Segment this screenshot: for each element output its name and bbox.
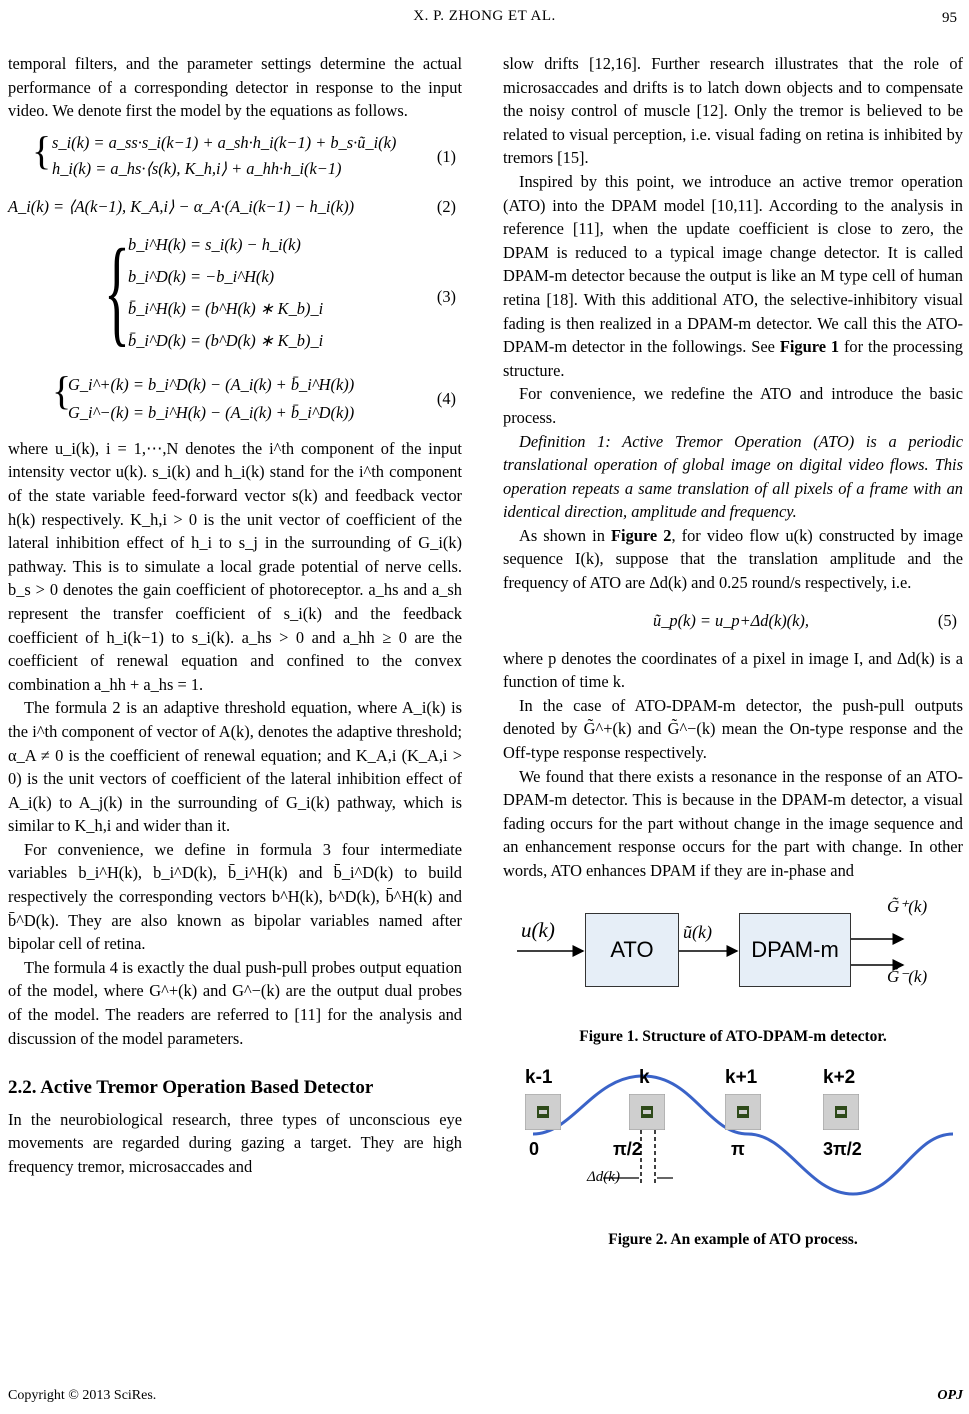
paragraph (503, 170, 963, 382)
axis-label: 3π/2 (823, 1139, 862, 1160)
frame-thumbnail (525, 1094, 561, 1130)
axis-label: π/2 (613, 1139, 642, 1160)
equation-number: (3) (436, 286, 456, 306)
section-heading: 2.2. Active Tremor Operation Based Detector (8, 1077, 374, 1099)
equation-line: G_i^+(k) = b_i^D(k) − (A_i(k) + b̄_i^H(k)) (68, 374, 355, 394)
paragraph: where u_i(k), i = 1,⋯,N denotes the i^th component of the input intensity vector u(k). s_i(k) and h_i(k) stand for the i^th component of the state variable feed-forward vector s(k) and feedback vector h(k) respectively. K_h,i > 0 is the unit vector of coefficient of the lateral inhibition effect of h_i to s_j in the surrounding of G_i(k) pathway. This is to simulate a local grade potential of nerve cells. b_s > 0 denotes the gain coefficient of photoreceptor. a_hs and a_sh represent the transfer coefficient of s_i(k) and the feedback coefficient of h_i(k−1) to s_i(k). a_hs > 0 and a_hh ≥ 0 are the coefficient of renewal equation and confined to the convex combination a_hh + a_hs = 1. (8, 438, 462, 694)
equation-line: s_i(k) = a_ss·s_i(k−1) + a_sh·h_i(k−1) + b_s·ũ_i(k) (52, 132, 397, 152)
paragraph: For convenience, we redefine the ATO and introduce the basic process. (503, 384, 963, 427)
right-column (503, 52, 963, 1252)
equation-line: A_i(k) = ⟨A(k−1), K_A,i⟩ − α_A·(A_i(k−1) − h_i(k)) (8, 196, 355, 216)
paragraph: The formula 4 is exactly the dual push-pull probes output equation of the model, where G^+(k) and G^−(k) are the output dual probes of the model. The readers are referred to [11] for the analysis and discussion of the model parameters. (8, 957, 462, 1048)
intermediate-label: ũ(k) (683, 921, 712, 942)
frame-thumbnail (823, 1094, 859, 1130)
frame-label: k+2 (823, 1067, 856, 1089)
paragraph: slow drifts [12,16]. Further research illustrates that the role of microsaccades and drifts is to latch down objects and to compensate the noisy control of muscle [12]. Only the tremor is believed to be related to visual perception, i.e. visual fading on retina is inhibited by tremors [15]. (503, 54, 963, 168)
axis-label: π (731, 1139, 745, 1160)
figure-2 (503, 1066, 963, 1226)
equation-line: h_i(k) = a_hs·⟨s(k), K_h,i⟩ + a_hh·h_i(k−1) (52, 158, 342, 178)
paragraph: In the neurobiological research, three types of unconscious eye movements are regarded during gazing a target. They are high frequency tremor, microsaccades and (8, 1109, 462, 1176)
equation-2 (8, 193, 462, 223)
equation-number: (2) (436, 196, 456, 216)
page-footer (8, 1388, 963, 1404)
equation-line: b̄_i^H(k) = (b^H(k) ∗ K_b)_i (128, 298, 324, 318)
paragraph: In the case of ATO-DPAM-m detector, the push-pull outputs denoted by G̃^+(k) and G̃^−(k) mean the On-type response and the Off-type response respectively. (503, 695, 963, 763)
figure-1-caption: Figure 1. Structure of ATO-DPAM-m detector. (579, 1027, 887, 1045)
equation-4 (8, 367, 462, 431)
frame-thumbnail (725, 1094, 761, 1130)
paragraph: The formula 2 is an adaptive threshold equation, where A_i(k) is the i^th component of vector of A(k), denotes the adaptive threshold; α_A ≠ 0 is the coefficient of renewal equation; and K_A,i (K_A,i > 0) is the unit vectors of coefficient of the lateral inhibition effect of A_i(k) to A_j(k) in the surrounding of G_i(k) pathway, which is similar to K_h,i and wider than it. (8, 698, 462, 836)
copyright: Copyright © 2013 SciRes. (8, 1388, 157, 1403)
paragraph: For convenience, we define in formula 3 four intermediate variables b_i^H(k), b_i^D(k), b̄_i^H(k) and b̄_i^D(k) to build respectively the corresponding vectors b^H(k), b^D(k), b̄^H(k) and b̄^D(k). They are also known as bipolar variables named after bipolar cell of retina. (8, 839, 462, 954)
equation-line: b̄_i^D(k) = (b^D(k) ∗ K_b)_i (128, 330, 324, 350)
equation-5 (503, 601, 963, 641)
paragraph-text: for the processing structure. (503, 337, 963, 380)
frame-thumbnail (629, 1094, 665, 1130)
left-column (8, 52, 462, 1179)
figure-2-caption: Figure 2. An example of ATO process. (608, 1231, 858, 1249)
frame-label: k (639, 1067, 650, 1089)
equation-number: (5) (937, 610, 957, 630)
brace: { (52, 367, 72, 413)
equation-number: (4) (436, 388, 456, 408)
equation-line: ũ_p(k) = u_p+Δd(k)(k), (653, 610, 809, 630)
brace: { (104, 223, 130, 357)
equation-3 (8, 223, 462, 365)
paragraph: where p denotes the coordinates of a pixel in image I, and Δd(k) is a function of time k. (503, 648, 963, 692)
figure-reference: Figure 1 (779, 337, 840, 357)
figure-1 (503, 893, 963, 1013)
output-minus-label: G̃⁻(k) (887, 966, 928, 986)
definition: Definition 1: Active Tremor Operation (ATO) is a periodic translational operation of global image on digital video flows. This operation repeats a same translation of all pixels of a frame with an identical direction, amplitude and frequency. (503, 431, 963, 522)
equation-line: b_i^D(k) = −b_i^H(k) (128, 266, 275, 286)
frame-label: k-1 (525, 1067, 553, 1089)
page-number: 95 (942, 10, 957, 26)
paragraph-text: As shown in (519, 525, 605, 545)
figure-reference: Figure 2 (611, 525, 672, 545)
delta-label: Δd(k) (587, 1169, 620, 1186)
running-header (0, 8, 969, 34)
journal-abbrev: OPJ (937, 1388, 963, 1403)
header-title: X. P. ZHONG ET AL. (413, 8, 556, 24)
paragraph-text: Inspired by this point, we introduce an active tremor operation (ATO) into the DPAM model [10,11]. According to the analysis in reference [11], when the update coefficient is close to zero, the DPAM is reduced to a typical image change detector. It is called DPAM-m detector because the output is like an M type cell of human retina [18]. With this additional ATO, the selective-inhibitory visual fading is then realized in a DPAM-m detector. We call this the ATO-DPAM-m detector in the followings. See (503, 171, 963, 357)
equation-line: G_i^−(k) = b_i^H(k) − (A_i(k) + b̄_i^D(k)) (68, 402, 355, 422)
paragraph (503, 524, 963, 595)
brace: { (32, 127, 52, 173)
paragraph-text: , for video flow u(k) constructed by image sequence I(k), suppose that the translation amplitude and the frequency of ATO are Δd(k) and 0.25 round/s respectively, i.e. (503, 525, 963, 593)
equation-number: (1) (436, 146, 456, 166)
ato-block: ATO (585, 913, 679, 987)
equation-line: b_i^H(k) = s_i(k) − h_i(k) (128, 234, 301, 254)
frame-label: k+1 (725, 1067, 758, 1089)
dpam-block: DPAM-m (739, 913, 851, 987)
paragraph: We found that there exists a resonance in the response of an ATO-DPAM-m detector. This is because in the DPAM-m detector, a visual fading occurs for the part without change in the image sequence and an enhancement response occurs for the part with change. In other words, ATO enhances DPAM if they are in-phase and (503, 766, 963, 880)
output-plus-label: G̃⁺(k) (887, 896, 928, 916)
equation-1 (8, 129, 462, 187)
axis-label: 0 (529, 1139, 540, 1160)
paragraph: temporal filters, and the parameter settings determine the actual performance of a corresponding detector in response to the input video. We denote first the model by the equations as follows. (8, 54, 462, 121)
input-label: u(k) (521, 917, 555, 942)
